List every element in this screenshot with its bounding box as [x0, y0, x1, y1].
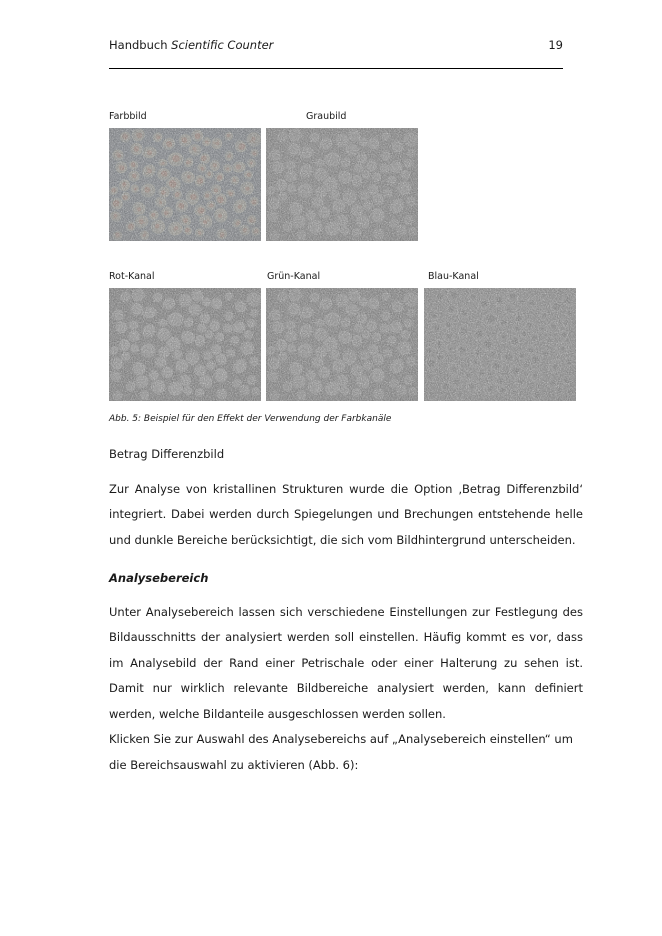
header-title-italic: Scientific Counter: [171, 38, 274, 52]
header-divider: [109, 68, 563, 69]
figure-label-blau-kanal: Blau-Kanal: [428, 271, 479, 282]
figure-caption: Abb. 5: Beispiel für den Effekt der Verwendung der Farbkanäle: [109, 414, 392, 424]
page-number: 19: [548, 38, 563, 52]
micrograph-rot-kanal-canvas: [109, 288, 261, 401]
micrograph-graubild: [266, 128, 418, 241]
figure-label-graubild: Graubild: [306, 111, 347, 122]
page-header: [109, 38, 563, 52]
body-text-column: [109, 449, 583, 778]
micrograph-gruen-kanal-canvas: [266, 288, 418, 401]
paragraph-analysebereich-2: Klicken Sie zur Auswahl des Analysebereichs auf „Analysebereich einstellen“ um die Bereichsauswahl zu aktivieren (Abb. 6):: [109, 732, 573, 772]
micrograph-farbbild: [109, 128, 261, 241]
heading-analysebereich: Analysebereich: [109, 571, 209, 585]
micrograph-rot-kanal: [109, 288, 261, 401]
figure-label-gruen-kanal: Grün-Kanal: [267, 271, 321, 282]
micrograph-gruen-kanal: [266, 288, 418, 401]
micrograph-blau-kanal-canvas: [424, 288, 576, 401]
figure-label-farbbild: Farbbild: [109, 111, 147, 122]
micrograph-graubild-canvas: [266, 128, 418, 241]
micrograph-blau-kanal: [424, 288, 576, 401]
header-title-plain: Handbuch: [109, 38, 172, 52]
heading-betrag-differenzbild: Betrag Differenzbild: [109, 447, 225, 461]
paragraph-analysebereich-1: Unter Analysebereich lassen sich verschiedene Einstellungen zur Festlegung des Bildausschnitts der analysiert werden soll einstellen. Häufig kommt es vor, dass im Analysebild der Rand einer Petrischale oder einer Halterung zu sehen ist. Damit nur wirklich relevante Bildbereiche analysiert werden, kann definiert werden, welche Bildanteile ausgeschlossen werden sollen.: [109, 604, 583, 721]
header-title: [109, 38, 273, 52]
paragraph-betrag-differenzbild: Zur Analyse von kristallinen Strukturen wurde die Option ‚Betrag Differenzbild‘ integriert. Dabei werden durch Spiegelungen und Brechungen entstehende helle und dunkle Bereiche berücksichtigt, die sich vom Bildhintergrund unterscheiden.: [109, 481, 583, 547]
figure-label-rot-kanal: Rot-Kanal: [109, 271, 155, 282]
micrograph-farbbild-canvas: [109, 128, 261, 241]
